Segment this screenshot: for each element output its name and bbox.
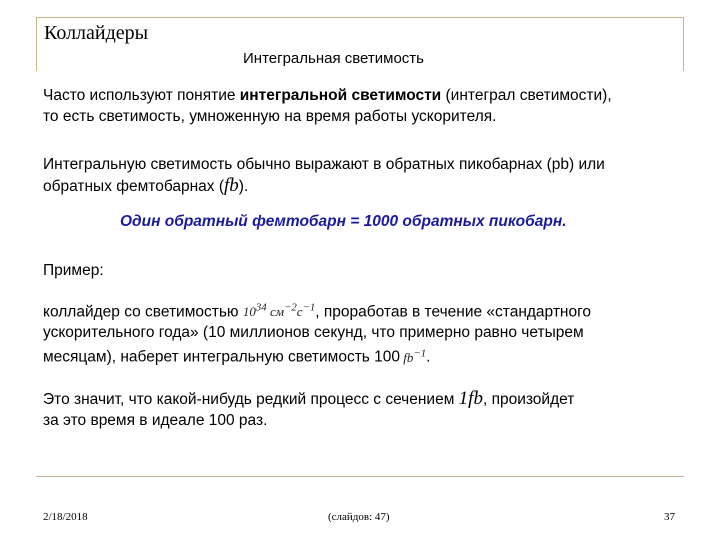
p5-formula-units2-exp: −1 <box>302 302 316 314</box>
highlight-conversion: Один обратный фемтобарн = 1000 обратных пикобарн. <box>120 213 567 230</box>
frame-bottom-border <box>36 476 684 477</box>
paragraph-integral-luminosity <box>43 85 612 127</box>
footer-date: 2/18/2018 <box>43 511 88 523</box>
p1-text-a: Часто используют понятие <box>43 87 240 104</box>
p6-line1-b: , произойдет <box>482 391 575 408</box>
p6-line1-a: Это значит, что какой-нибудь редкий процесс с сечением <box>43 391 459 408</box>
p5-formula-units: см <box>269 304 285 320</box>
p5-line3-formula <box>400 347 427 365</box>
p5-line2: ускорительного года» (10 миллионов секунд, что примерно равно четырем <box>43 324 584 342</box>
example-label <box>43 260 104 281</box>
p5-line3-formula-exp: −1 <box>413 347 427 360</box>
paragraph-conclusion <box>43 388 574 431</box>
frame-left-border <box>36 17 37 71</box>
p5-formula-units-exp: −2 <box>284 302 297 314</box>
p6-line2: за это время в идеале 100 раз. <box>43 412 268 429</box>
example-label-text: Пример: <box>43 262 104 279</box>
p1-bold-term: интегральной светимости <box>239 87 442 104</box>
p5-line3-a: месяцам), наберет интегральную светимость 100 <box>43 348 401 366</box>
frame-top-border <box>36 17 684 18</box>
p2-line2-b: ). <box>238 178 249 195</box>
p1-line2: то есть светимость, умноженную на время работы ускорителя. <box>43 108 497 125</box>
p2-formula-fb: fb <box>224 175 239 196</box>
p1-text-b: (интеграл светимости), <box>441 87 612 104</box>
footer-page-number: 37 <box>664 511 675 523</box>
paragraph-example <box>43 298 591 368</box>
p2-line2-a: обратных фемтобарнах ( <box>43 178 224 195</box>
p5-formula-exp: 34 <box>255 302 267 314</box>
slide-title: Интегральная светимость <box>243 50 424 67</box>
p5-line3-b: . <box>426 348 431 366</box>
p5-line3-formula-fb: fb <box>403 349 414 365</box>
paragraph-units <box>43 154 605 197</box>
p2-line1: Интегральную светимость обычно выражают в обратных пикобарнах (pb) или <box>43 156 605 173</box>
p5-formula-base: 10 <box>242 304 256 320</box>
p5-line1-a: коллайдер со светимостью <box>43 303 243 321</box>
p5-formula <box>243 304 315 319</box>
frame-right-border <box>683 17 684 71</box>
p6-formula-1fb: 1fb <box>458 388 483 409</box>
p5-line1-b: , проработав в течение «стандартного <box>315 303 592 321</box>
section-title: Коллайдеры <box>44 22 149 44</box>
footer-slide-count: (слайдов: 47) <box>328 511 390 523</box>
p5-formula-units2: с <box>296 304 303 320</box>
